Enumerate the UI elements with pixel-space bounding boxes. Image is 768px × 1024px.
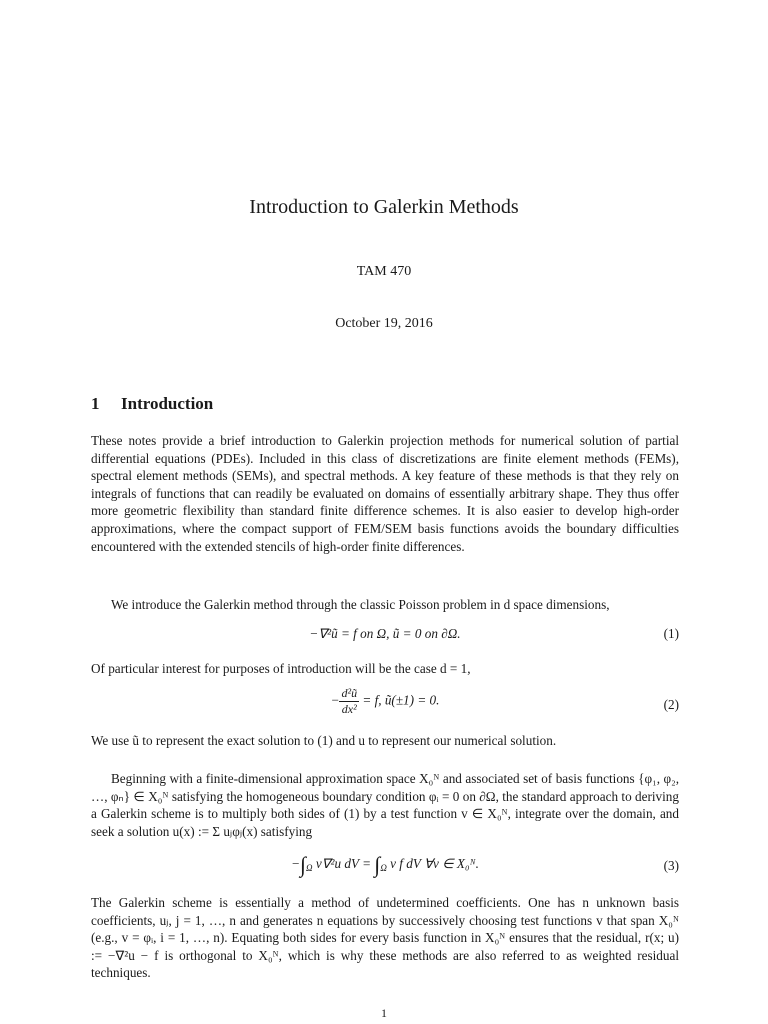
section-number: 1: [91, 394, 100, 413]
paragraph-intro: These notes provide a brief introduction to Galerkin projection methods for numerical solution of partial differential equations (PDEs). Included in this class of discretizations are finite element methods (FEMs), spectral element methods (SEMs), and spectral methods. A key feature of these methods is that they rely on integrals of functions that can readily be evaluated on domains of essentially arbitrary shape. They thus offer more geometric flexibility than standard finite difference schemes. It is also easier to develop high-order approximations, where the compact support of FEM/SEM basis functions avoids the boundary difficulties encountered with the extended stencils of high-order finite differences.: [91, 433, 679, 554]
paper-author: TAM 470: [356, 264, 412, 279]
paper-title: Introduction to Galerkin Methods: [249, 196, 519, 218]
paragraph-poisson: We introduce the Galerkin method through the classic Poisson problem in d space dimensions,: [111, 597, 610, 612]
equation-3-right: v f dV ∀v ∈ X₀ᴺ.: [390, 856, 479, 872]
equation-1: [91, 626, 679, 656]
paragraph-galerkin-setup: Beginning with a finite-dimensional approximation space X₀ᴺ and associated set of basis functions {φ₁, φ₂, …, φₙ} ∈ X₀ᴺ satisfying the homogeneous boundary condition φᵢ = 0 on ∂Ω, the standard approach to deriving a Galerkin scheme is to multiply both sides of (1) by a test function v ∈ X₀ᴺ, integrate over the domain, and seek a solution u(x) := Σ uⱼφⱼ(x) satisfying: [91, 771, 679, 839]
section-heading: [91, 394, 213, 414]
paper-date: October 19, 2016: [335, 316, 433, 331]
equation-2-denominator: dx²: [341, 702, 357, 716]
paragraph-undetermined-coefficients: The Galerkin scheme is essentially a method of undetermined coefficients. One has n unknown basis coefficients, uⱼ, j = 1, …, n and generates n equations by successively choosing test functions v that span X₀ᴺ (e.g., v = φᵢ, i = 1, …, n). Equating both sides for every basis function in X₀ᴺ ensures that the residual, r(x; u) := −∇²u − f is orthogonal to X₀ᴺ, which is why these methods are also referred to as weighted residual techniques.: [91, 895, 679, 981]
equation-1-body: −∇²ũ = f on Ω, ũ = 0 on ∂Ω.: [309, 626, 461, 641]
equation-2-tag: (2): [663, 697, 679, 712]
equation-2: [91, 686, 679, 726]
equation-3-left: v∇²u dV =: [315, 856, 371, 872]
equation-3-tag: (3): [663, 858, 679, 873]
equation-3-body: $-\int_\Omega$ v∇²u dV = $\int_\Omega$ v f dV ∀v ∈ X₀ᴺ.: [291, 852, 479, 877]
paragraph-notation: We use ũ to represent the exact solution to (1) and u to represent our numerical solution.: [91, 733, 557, 748]
equation-3: [91, 852, 679, 888]
section-title: Introduction: [121, 394, 214, 413]
page-number: 1: [381, 1006, 387, 1020]
paragraph-case-d1: Of particular interest for purposes of introduction will be the case d = 1,: [91, 661, 471, 676]
equation-2-body: − $\frac{\text{d²ũ}}{\text{dx²}}$ = f, ũ(±1) = 0.: [330, 686, 440, 716]
equation-2-numerator: d²ũ: [341, 686, 358, 700]
equation-2-fraction: [339, 686, 359, 717]
equation-2-rest: = f, ũ(±1) = 0.: [362, 692, 440, 708]
equation-1-tag: (1): [663, 626, 679, 641]
